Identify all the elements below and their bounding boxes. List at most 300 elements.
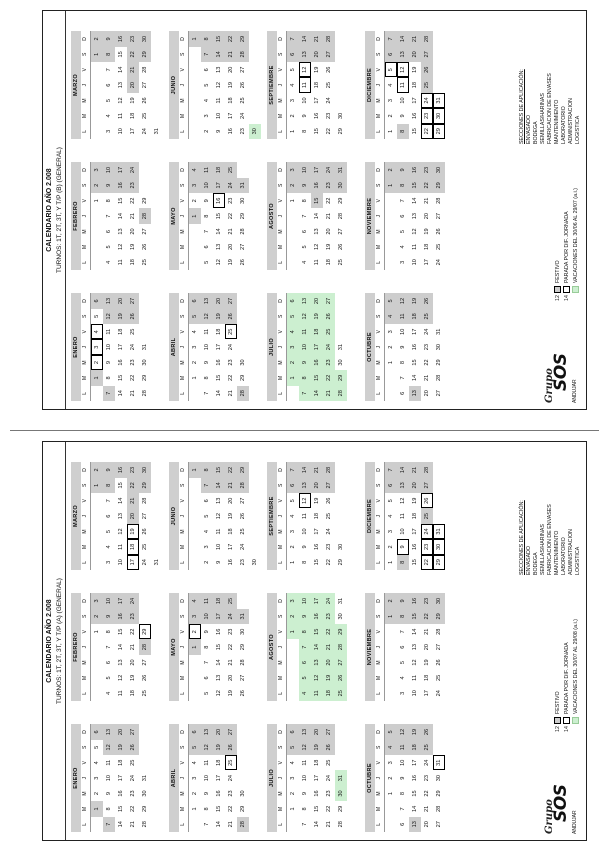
day-cell: 17	[412, 759, 418, 766]
day-cell: 28	[142, 821, 148, 828]
day-cell: 18	[213, 162, 225, 177]
day-cell: 15	[412, 359, 418, 366]
empty-day-cell	[385, 370, 397, 385]
day-cell: 22	[130, 628, 136, 635]
weekday-label: J	[278, 83, 284, 87]
day-cell: 5	[106, 98, 112, 103]
day-cell: 24	[127, 593, 139, 608]
day-cell: 15	[314, 805, 320, 813]
empty-day-cell	[385, 817, 397, 832]
empty-day-cell	[91, 77, 103, 92]
empty-day-cell	[287, 208, 299, 223]
month-octubre	[365, 293, 461, 401]
day-cell: 7	[201, 47, 213, 62]
day-cell: 24	[326, 775, 332, 782]
day-cell: 22	[424, 359, 430, 366]
legend-swatch	[572, 717, 579, 724]
day-cell: 28	[335, 386, 347, 401]
weekday-label: L	[376, 822, 382, 826]
day-cell: 18	[409, 740, 421, 755]
day-cell: 9	[103, 462, 115, 477]
weekday-label: S	[278, 52, 284, 57]
day-cell: 18	[409, 309, 421, 324]
day-cell: 17	[115, 593, 127, 608]
day-cell: 29	[335, 624, 347, 639]
weekday-label: M	[278, 675, 284, 680]
week-row	[311, 31, 323, 139]
day-cell: 3	[189, 609, 201, 624]
day-cell: 3	[388, 529, 394, 534]
day-cell: 10	[302, 97, 308, 104]
day-cell: 15	[216, 644, 222, 651]
weekday-label: S	[278, 183, 284, 188]
day-cell: 18	[424, 243, 430, 251]
day-cell: 6	[400, 822, 406, 826]
day-cell: 8	[103, 478, 115, 493]
day-cell: 15	[311, 370, 323, 385]
weekday-label: M	[278, 229, 284, 234]
weekday-label: J	[376, 83, 382, 87]
day-cell: 26	[142, 97, 148, 104]
week-row	[189, 162, 201, 270]
weekday-label: D	[180, 468, 186, 472]
day-cell: 9	[103, 178, 115, 193]
day-cell: 18	[228, 528, 234, 535]
empty-day-cell	[433, 293, 445, 308]
day-cell: 25	[142, 690, 148, 697]
day-cell: 17	[314, 528, 320, 535]
empty-day-cell	[249, 31, 261, 46]
day-cell: 9	[103, 609, 115, 624]
day-cell: 23	[421, 162, 433, 177]
week-row	[213, 31, 225, 139]
day-cell: 21	[326, 821, 332, 828]
day-cell: 21	[130, 821, 136, 828]
day-cell: 1	[290, 807, 296, 811]
day-cell: 17	[424, 690, 430, 697]
day-cell: 16	[412, 543, 418, 551]
sections-list	[519, 34, 582, 144]
day-cell: 3	[400, 691, 406, 695]
month-name: JULIO	[267, 293, 277, 401]
week-row	[421, 293, 433, 401]
day-cell: 10	[106, 344, 112, 351]
day-cell: 22	[127, 478, 139, 493]
empty-day-cell	[287, 224, 299, 239]
day-cell: 12	[412, 659, 418, 666]
week-row	[139, 31, 151, 139]
day-cell: 14	[118, 213, 124, 220]
day-cell: 20	[311, 478, 323, 493]
day-cell: 10	[299, 162, 311, 177]
day-cell: 12	[299, 493, 311, 508]
day-cell: 6	[106, 660, 112, 665]
month-name: MAYO	[169, 593, 179, 701]
week-row	[421, 593, 433, 701]
day-cell: 19	[130, 243, 136, 251]
day-cell: 14	[216, 390, 222, 397]
day-cell: 10	[103, 162, 115, 177]
day-cell: 6	[287, 478, 299, 493]
day-cell: 17	[412, 97, 418, 104]
day-cell: 7	[385, 31, 397, 46]
month-diciembre	[365, 31, 461, 139]
day-cell: 1	[385, 609, 397, 624]
legend-swatch	[554, 717, 561, 724]
day-cell: 23	[228, 359, 234, 366]
day-cell: 7	[299, 386, 311, 401]
weekday-label: J	[376, 214, 382, 218]
weekday-header-row	[81, 293, 91, 401]
day-cell: 18	[130, 259, 136, 266]
day-cell: 31	[154, 559, 160, 566]
day-cell: 8	[299, 624, 311, 639]
week-row	[237, 724, 249, 832]
weekday-label: M	[82, 675, 88, 680]
day-cell: 27	[436, 644, 442, 651]
day-cell: 20	[311, 47, 323, 62]
empty-day-cell	[385, 255, 397, 270]
day-cell: 31	[142, 775, 148, 782]
day-cell: 7	[204, 660, 210, 665]
week-row	[213, 593, 225, 701]
day-cell: 7	[103, 817, 115, 832]
day-cell: 1	[189, 31, 201, 46]
day-cell: 4	[94, 761, 100, 765]
month-name: JULIO	[267, 724, 277, 832]
day-cell: 28	[338, 213, 344, 220]
day-cell: 30	[139, 31, 151, 46]
day-cell: 4	[106, 114, 112, 118]
week-row	[249, 462, 261, 570]
day-cell: 19	[326, 243, 332, 251]
day-cell: 17	[228, 112, 234, 120]
empty-day-cell	[237, 339, 249, 354]
month-septiembre	[267, 462, 363, 570]
day-cell: 7	[385, 462, 397, 477]
day-cell: 23	[228, 197, 234, 204]
day-cell: 1	[91, 47, 103, 62]
month-agosto	[267, 593, 363, 701]
week-row	[151, 462, 163, 570]
day-cell: 20	[115, 724, 127, 739]
day-cell: 30	[335, 178, 347, 193]
day-cell: 14	[213, 478, 225, 493]
day-cell: 15	[118, 51, 124, 58]
day-cell: 27	[338, 228, 344, 235]
legend-swatch	[563, 286, 570, 293]
day-cell: 14	[314, 821, 320, 828]
empty-day-cell	[249, 524, 261, 539]
day-cell: 3	[91, 339, 103, 354]
day-cell: 19	[130, 97, 136, 104]
day-cell: 5	[106, 245, 112, 249]
weekday-header-row	[81, 31, 91, 139]
day-cell: 8	[106, 630, 112, 634]
empty-day-cell	[189, 670, 201, 685]
empty-day-cell	[151, 539, 163, 554]
weekday-label: M	[82, 244, 88, 249]
day-cell: 21	[130, 213, 136, 220]
weekday-label: V	[376, 68, 382, 72]
week-row	[323, 593, 335, 701]
weekday-label: D	[376, 599, 382, 603]
day-cell: 28	[237, 47, 249, 62]
week-row	[299, 31, 311, 139]
month-agosto	[267, 162, 363, 270]
week-row	[421, 162, 433, 270]
section-item: MANTENIMIENTO	[554, 530, 560, 575]
day-cell: 17	[228, 543, 234, 551]
day-cell: 24	[323, 593, 335, 608]
day-cell: 10	[299, 339, 311, 354]
day-cell: 20	[130, 228, 136, 235]
weekday-label: J	[82, 514, 88, 518]
day-cell: 7	[201, 478, 213, 493]
day-cell: 24	[326, 528, 332, 535]
day-cell: 26	[421, 293, 433, 308]
weekday-label: V	[82, 199, 88, 203]
day-cell: 18	[314, 759, 320, 766]
week-row	[189, 593, 201, 701]
day-cell: 4	[106, 545, 112, 549]
day-cell: 11	[397, 740, 409, 755]
weekday-label: M	[376, 360, 382, 365]
day-cell: 24	[127, 162, 139, 177]
day-cell: 25	[436, 674, 442, 682]
day-cell: 13	[299, 478, 311, 493]
day-cell: 25	[323, 324, 335, 339]
day-cell: 1	[388, 560, 394, 564]
weekday-label: D	[376, 168, 382, 172]
day-cell: 14	[397, 462, 409, 477]
day-cell: 31	[338, 597, 344, 605]
day-cell: 12	[299, 62, 311, 77]
day-cell: 25	[326, 513, 332, 520]
empty-day-cell	[139, 724, 151, 739]
empty-day-cell	[433, 62, 445, 77]
week-row	[287, 162, 299, 270]
weekday-label: V	[180, 499, 186, 503]
day-cell: 14	[118, 821, 124, 828]
day-cell: 25	[225, 162, 237, 177]
day-cell: 22	[130, 374, 136, 382]
day-cell: 8	[397, 555, 409, 570]
section-item: LABORATORIO	[561, 537, 567, 575]
empty-day-cell	[237, 740, 249, 755]
weekday-label: L	[278, 560, 284, 564]
day-cell: 29	[338, 197, 344, 204]
day-cell: 2	[91, 31, 103, 46]
week-row	[189, 724, 201, 832]
weekday-label: J	[376, 776, 382, 780]
empty-day-cell	[91, 639, 103, 654]
day-cell: 19	[228, 259, 234, 266]
day-cell: 12	[118, 97, 124, 104]
day-cell: 30	[433, 539, 445, 554]
day-cell: 21	[127, 62, 139, 77]
day-cell: 21	[424, 197, 430, 204]
day-cell: 27	[323, 478, 335, 493]
empty-day-cell	[335, 462, 347, 477]
week-row	[151, 31, 163, 139]
week-row	[311, 724, 323, 832]
empty-day-cell	[91, 124, 103, 139]
day-cell: 4	[385, 740, 397, 755]
empty-day-cell	[91, 62, 103, 77]
empty-day-cell	[287, 255, 299, 270]
day-cell: 18	[314, 513, 320, 520]
day-cell: 25	[421, 508, 433, 523]
section-item: LABORATORIO	[561, 106, 567, 144]
day-cell: 18	[216, 759, 222, 766]
day-cell: 6	[91, 724, 103, 739]
legend-item	[562, 582, 571, 732]
day-cell: 1	[189, 462, 201, 477]
day-cell: 6	[204, 68, 210, 72]
day-cell: 9	[103, 31, 115, 46]
empty-day-cell	[385, 224, 397, 239]
empty-day-cell	[433, 740, 445, 755]
day-cell: 27	[127, 293, 139, 308]
legend-number: 12	[554, 726, 561, 732]
day-cell: 30	[335, 786, 347, 801]
day-cell: 5	[400, 660, 406, 665]
empty-day-cell	[335, 93, 347, 108]
day-cell: 12	[201, 740, 213, 755]
day-cell: 7	[287, 31, 299, 46]
day-cell: 29	[433, 609, 445, 624]
week-row	[433, 462, 445, 570]
week-row	[323, 162, 335, 270]
weekday-header-row	[179, 162, 189, 270]
day-cell: 18	[127, 539, 139, 554]
day-cell: 13	[299, 47, 311, 62]
day-cell: 25	[240, 528, 246, 535]
sections-list	[519, 465, 582, 575]
weekday-label: M	[278, 360, 284, 365]
day-cell: 10	[204, 775, 210, 782]
day-cell: 1	[91, 478, 103, 493]
day-cell: 7	[106, 645, 112, 649]
month-febrero	[71, 593, 167, 701]
weekday-header-row	[277, 724, 287, 832]
empty-day-cell	[189, 124, 201, 139]
day-cell: 30	[252, 559, 258, 566]
week-row	[201, 593, 213, 701]
day-cell: 27	[323, 293, 335, 308]
day-cell: 28	[335, 639, 347, 654]
day-cell: 6	[287, 724, 299, 739]
empty-day-cell	[151, 493, 163, 508]
day-cell: 2	[385, 162, 397, 177]
day-cell: 12	[216, 513, 222, 520]
weekday-label: M	[278, 375, 284, 380]
day-cell: 27	[225, 724, 237, 739]
day-cell: 31	[237, 178, 249, 193]
day-cell: 5	[94, 314, 100, 318]
day-cell: 29	[142, 374, 148, 382]
weekday-label: V	[180, 761, 186, 765]
day-cell: 12	[118, 674, 124, 682]
empty-day-cell	[151, 47, 163, 62]
day-cell: 5	[94, 745, 100, 749]
month-junio	[169, 31, 265, 139]
day-cell: 16	[115, 609, 127, 624]
day-cell: 20	[115, 293, 127, 308]
day-cell: 12	[311, 670, 323, 685]
weekday-label: L	[278, 260, 284, 264]
day-cell: 10	[400, 328, 406, 335]
day-cell: 14	[216, 821, 222, 828]
weekday-label: V	[180, 630, 186, 634]
empty-day-cell	[91, 508, 103, 523]
weekday-label: J	[180, 514, 186, 518]
day-cell: 1	[91, 370, 103, 385]
company-logo	[544, 741, 580, 836]
day-cell: 16	[216, 628, 222, 635]
weekday-label: L	[376, 129, 382, 133]
day-cell: 5	[204, 514, 210, 518]
weekday-header-row	[81, 462, 91, 570]
day-cell: 11	[118, 113, 124, 119]
weekday-label: L	[82, 691, 88, 695]
day-cell: 11	[216, 528, 222, 535]
day-cell: 3	[192, 345, 198, 349]
day-cell: 22	[228, 644, 234, 651]
sections-title: SECCIONES DE APLICACIÓN:	[519, 500, 525, 575]
week-row	[225, 162, 237, 270]
week-row	[103, 31, 115, 139]
day-cell: 22	[130, 197, 136, 204]
day-cell: 19	[409, 293, 421, 308]
month-name: DICIEMBRE	[365, 462, 375, 570]
legend-swatch	[554, 286, 561, 293]
weekday-label: M	[376, 675, 382, 680]
week-row	[115, 293, 127, 401]
weekday-label: M	[82, 791, 88, 796]
day-cell: 25	[225, 593, 237, 608]
day-cell: 30	[142, 790, 148, 797]
day-cell: 4	[106, 691, 112, 695]
day-cell: 24	[326, 97, 332, 104]
weekday-label: V	[278, 330, 284, 334]
day-cell: 20	[323, 655, 335, 670]
day-cell: 27	[421, 47, 433, 62]
section-item: FABRICACION DE ENVASES	[547, 504, 553, 575]
weekday-label: M	[180, 660, 186, 665]
day-cell: 30	[338, 543, 344, 551]
day-cell: 31	[335, 770, 347, 785]
month-name: MARZO	[71, 31, 81, 139]
calendar-sheet	[42, 10, 587, 410]
day-cell: 2	[91, 178, 103, 193]
day-cell: 16	[409, 593, 421, 608]
day-cell: 24	[436, 259, 442, 266]
day-cell: 14	[118, 390, 124, 397]
weekday-label: S	[278, 483, 284, 488]
week-row	[91, 293, 103, 401]
day-cell: 6	[287, 47, 299, 62]
day-cell: 23	[421, 539, 433, 554]
day-cell: 17	[216, 344, 222, 351]
day-cell: 26	[127, 740, 139, 755]
day-cell: 26	[335, 670, 347, 685]
weekday-label: L	[82, 260, 88, 264]
week-row	[189, 293, 201, 401]
week-row	[385, 293, 397, 401]
week-row	[311, 593, 323, 701]
